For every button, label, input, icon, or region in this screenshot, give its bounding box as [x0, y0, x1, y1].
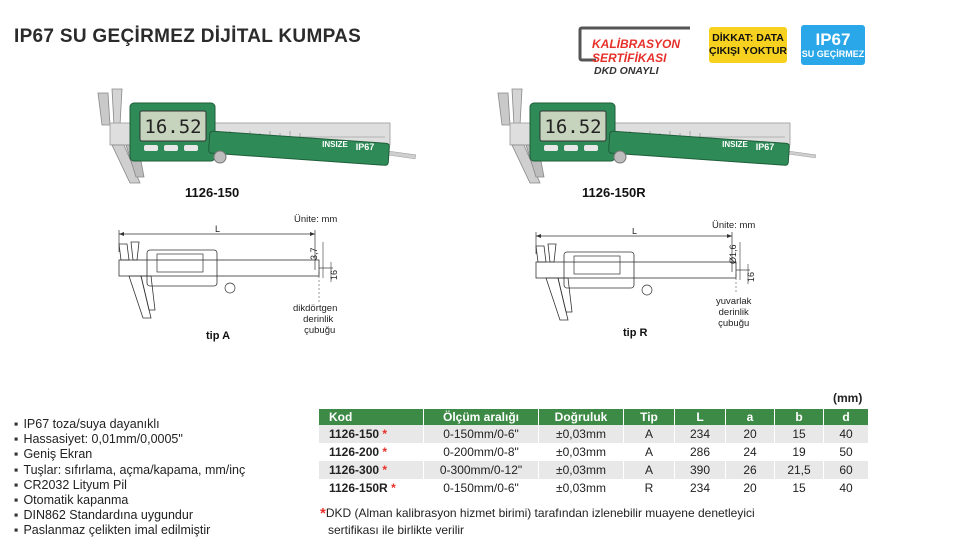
cell: 15	[775, 425, 824, 443]
cell-kod	[319, 479, 424, 497]
ip-label: IP67	[355, 142, 375, 152]
kod-text: 1126-300	[329, 463, 380, 477]
depth-rod-note-r	[716, 296, 751, 329]
dikkat-line1: DİKKAT: DATA	[712, 32, 784, 44]
caliper-image-1126-150r	[480, 85, 825, 185]
cell: 234	[675, 425, 726, 443]
dim-16: 16	[746, 271, 756, 282]
cell: ±0,03mm	[539, 425, 624, 443]
cell: 0-150mm/0-6"	[424, 479, 539, 497]
kod-text: 1126-150R	[329, 481, 388, 495]
cell: 234	[675, 479, 726, 497]
depth-rod-note-a	[293, 303, 337, 336]
cell: R	[624, 479, 675, 497]
footnote-star: *	[320, 505, 326, 522]
caliper-image-1126-150	[80, 85, 425, 185]
cell: 0-200mm/0-8"	[424, 443, 539, 461]
dim-l: L	[632, 228, 638, 236]
calibration-sub: DKD ONAYLI	[594, 65, 659, 77]
cell: 21,5	[775, 461, 824, 479]
feature-item: ▪ Hassasiyet: 0,01mm/0,0005"	[14, 432, 245, 447]
feature-item: ▪ Geniş Ekran	[14, 447, 245, 462]
cell: 20	[726, 425, 775, 443]
feature-item: ▪ CR2032 Lityum Pil	[14, 478, 245, 493]
cell-kod	[319, 425, 424, 443]
model-label-1: 1126-150	[185, 185, 240, 200]
col-l: L	[675, 409, 726, 425]
star-mark: *	[382, 427, 388, 441]
cell: ±0,03mm	[539, 443, 624, 461]
unit-note-r: Ünite: mm	[712, 220, 756, 231]
cell: 60	[824, 461, 869, 479]
cell: 20	[726, 479, 775, 497]
spec-table	[319, 409, 868, 497]
col-olcum: Ölçüm aralığı	[424, 409, 539, 425]
table-unit: (mm)	[833, 391, 863, 405]
cell: 26	[726, 461, 775, 479]
no-data-output-badge	[709, 27, 787, 63]
lcd-readout: 16.52	[144, 116, 202, 138]
kod-text: 1126-150	[329, 427, 380, 441]
star-mark: *	[391, 481, 396, 495]
cell: A	[624, 425, 675, 443]
calibration-line1: KALİBRASYON	[592, 37, 681, 51]
cell: 40	[824, 425, 869, 443]
cell-kod	[319, 461, 424, 479]
note-line2: derinlik	[718, 307, 749, 318]
cell: 40	[824, 479, 869, 497]
dim-l: L	[215, 224, 221, 234]
dim-1-6: Ø1,6	[728, 244, 738, 264]
cell: ±0,03mm	[539, 479, 624, 497]
feature-item: ▪ IP67 toza/suya dayanıklı	[14, 417, 245, 432]
note-line1: dikdörtgen	[293, 303, 338, 314]
table-header-row	[319, 409, 868, 425]
cell: 50	[824, 443, 869, 461]
cell: 286	[675, 443, 726, 461]
table-row	[319, 479, 868, 497]
table-row	[319, 425, 868, 443]
unit-note-a: Ünite: mm	[294, 214, 338, 225]
footnote-line1: DKD (Alman kalibrasyon hizmet birimi) tarafından izlenebilir muayene denetleyici	[325, 506, 755, 520]
tip-a-label: tip A	[206, 330, 231, 342]
cell: 0-150mm/0-6"	[424, 425, 539, 443]
cell: ±0,03mm	[539, 461, 624, 479]
star-mark: *	[382, 463, 388, 477]
cell: 0-300mm/0-12"	[424, 461, 539, 479]
feature-item: ▪ Paslanmaz çelikten imal edilmiştir	[14, 523, 245, 538]
col-kod: Kod	[319, 409, 424, 425]
cell: A	[624, 443, 675, 461]
col-a: a	[726, 409, 775, 425]
dim-16: 16	[329, 269, 339, 280]
cell-kod	[319, 443, 424, 461]
cell: 390	[675, 461, 726, 479]
brand-label: INSIZE	[722, 140, 748, 149]
footnote	[320, 505, 840, 539]
dim-3-7: 3,7	[309, 247, 319, 260]
ip-big: IP67	[815, 29, 851, 49]
note-line1: yuvarlak	[716, 296, 752, 307]
star-mark: *	[382, 445, 388, 459]
page-title: IP67 SU GEÇİRMEZ DİJİTAL KUMPAS	[14, 26, 362, 47]
feature-item: ▪ Tuşlar: sıfırlama, açma/kapama, mm/inç	[14, 463, 245, 478]
feature-item: ▪ Otomatik kapanma	[14, 493, 245, 508]
footnote-line2: sertifikası ile birlikte verilir	[328, 523, 465, 537]
feature-item: ▪ DIN862 Standardına uygundur	[14, 508, 245, 523]
cell: A	[624, 461, 675, 479]
cell: 19	[775, 443, 824, 461]
cell: 24	[726, 443, 775, 461]
col-tip: Tip	[624, 409, 675, 425]
ip67-badge	[801, 25, 865, 65]
feature-list	[14, 417, 245, 539]
col-dogruluk: Doğruluk	[539, 409, 624, 425]
cell: 15	[775, 479, 824, 497]
col-d: d	[824, 409, 869, 425]
lcd-readout: 16.52	[544, 116, 602, 138]
calibration-line2: SERTİFİKASI	[592, 51, 667, 65]
calibration-badge	[578, 24, 698, 86]
dikkat-line2: ÇIKIŞI YOKTUR	[709, 45, 787, 57]
note-line2: derinlik	[303, 314, 334, 325]
brand-label: INSIZE	[322, 140, 348, 149]
ip-small: SU GEÇİRMEZ	[801, 48, 865, 59]
kod-text: 1126-200	[329, 445, 380, 459]
ip-label: IP67	[755, 142, 775, 152]
table-row	[319, 443, 868, 461]
col-b: b	[775, 409, 824, 425]
note-line3: çubuğu	[718, 318, 750, 329]
model-label-2: 1126-150R	[582, 185, 646, 200]
table-row	[319, 461, 868, 479]
tip-r-label: tip R	[623, 327, 648, 339]
note-line3: çubuğu	[304, 325, 336, 336]
